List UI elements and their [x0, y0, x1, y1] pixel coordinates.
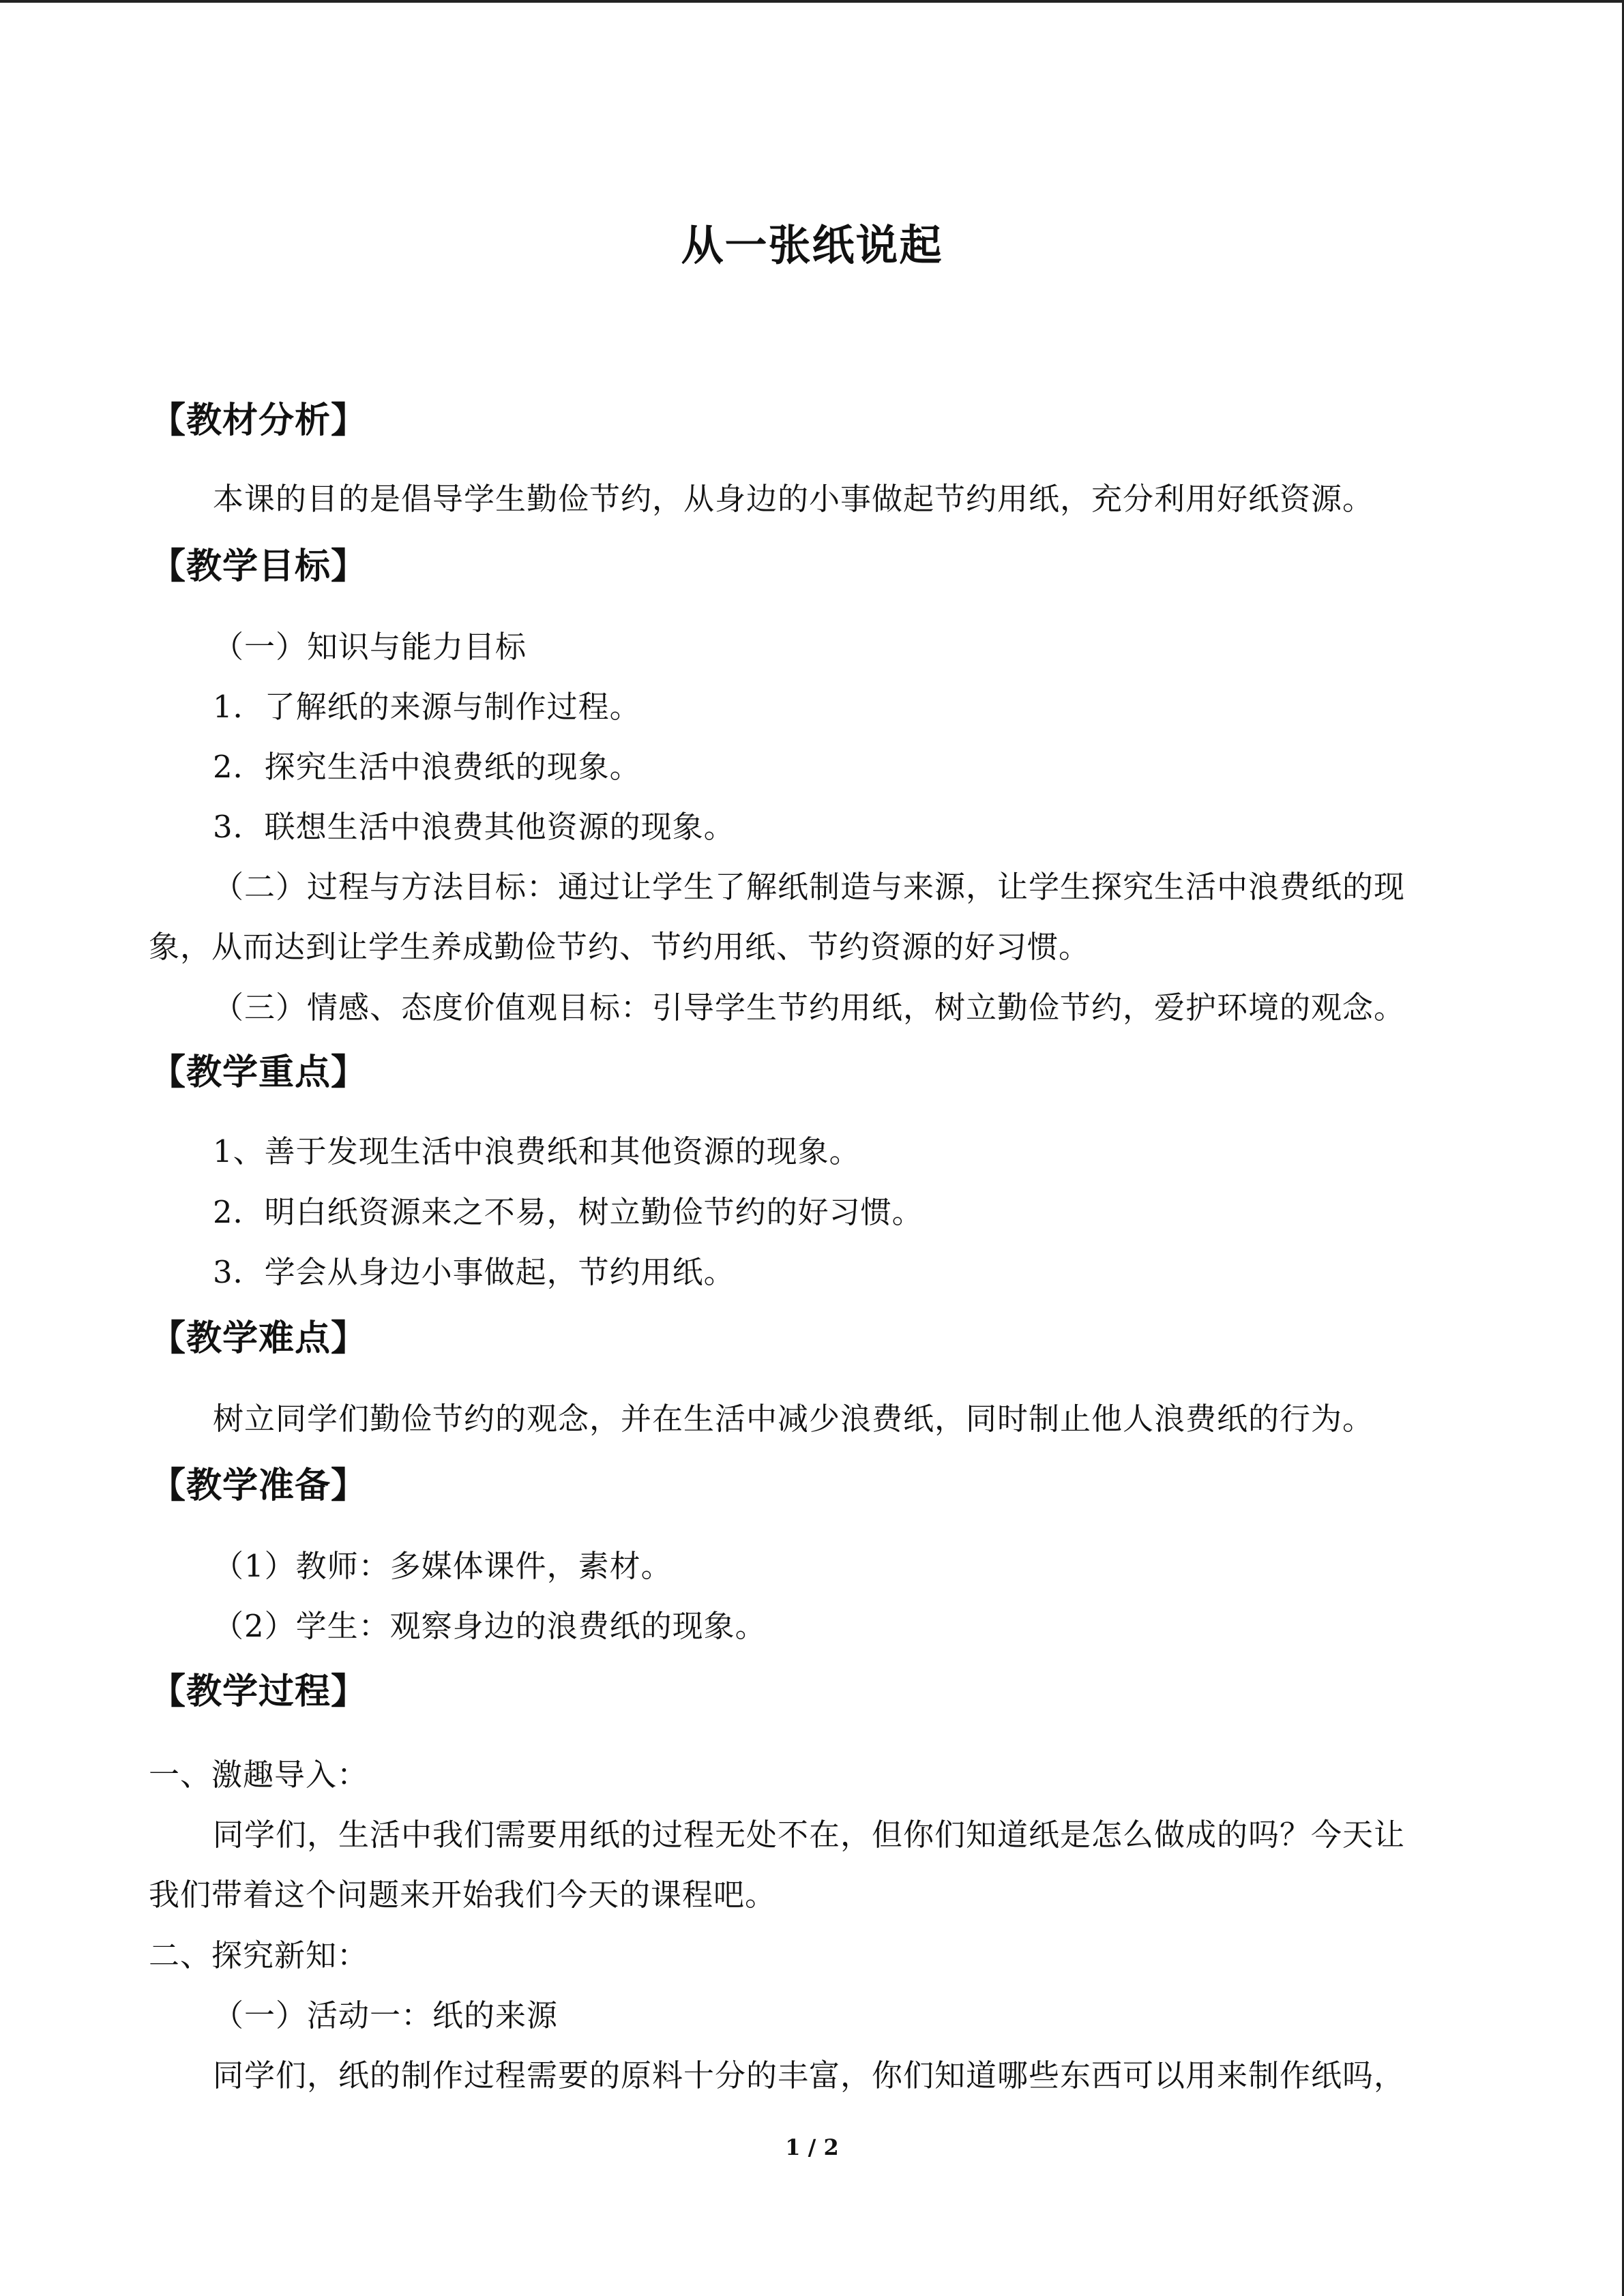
- heading-goals: 【教学目标】: [150, 546, 368, 587]
- heading-process: 【教学过程】: [150, 1671, 368, 1712]
- goals-line-3: 2．探究生活中浪费纸的现象。: [213, 749, 641, 785]
- keypoints-line-1: 1、善于发现生活中浪费纸和其他资源的现象。: [213, 1133, 861, 1169]
- goals-line-1: （一）知识与能力目标: [213, 629, 527, 665]
- goals-line-5: （二）过程与方法目标：通过让学生了解纸制造与来源，让学生探究生活中浪费纸的现: [213, 869, 1406, 905]
- page-title: 从一张纸说起: [681, 220, 943, 270]
- preparation-line-1: （1）教师：多媒体课件，素材。: [213, 1548, 673, 1584]
- goals-line-4: 3．联想生活中浪费其他资源的现象。: [213, 809, 735, 845]
- page-border-top: [0, 0, 1624, 3]
- process-line-3: 我们带着这个问题来开始我们今天的课程吧。: [149, 1877, 777, 1913]
- difficulties-paragraph: 树立同学们勤俭节约的观念，并在生活中减少浪费纸，同时制止他人浪费纸的行为。: [213, 1401, 1374, 1437]
- preparation-line-2: （2）学生：观察身边的浪费纸的现象。: [213, 1608, 767, 1644]
- process-line-1: 一、激趣导入：: [149, 1757, 369, 1793]
- process-line-6: 同学们，纸的制作过程需要的原料十分的丰富，你们知道哪些东西可以用来制作纸吗，: [213, 2057, 1406, 2093]
- heading-preparation: 【教学准备】: [150, 1465, 368, 1506]
- heading-analysis: 【教材分析】: [150, 400, 368, 441]
- goals-line-2: 1．了解纸的来源与制作过程。: [213, 689, 641, 725]
- heading-difficulties: 【教学难点】: [150, 1317, 368, 1359]
- process-line-4: 二、探究新知：: [149, 1937, 369, 1973]
- goals-line-7: （三）情感、态度价值观目标：引导学生节约用纸，树立勤俭节约，爱护环境的观念。: [213, 989, 1406, 1026]
- goals-line-6: 象，从而达到让学生养成勤俭节约、节约用纸、节约资源的好习惯。: [149, 929, 1091, 965]
- page-number: 1 / 2: [785, 2134, 839, 2160]
- process-line-5: （一）活动一：纸的来源: [213, 1997, 559, 2033]
- process-line-2: 同学们，生活中我们需要用纸的过程无处不在，但你们知道纸是怎么做成的吗？今天让: [213, 1817, 1406, 1853]
- heading-keypoints: 【教学重点】: [150, 1052, 368, 1093]
- keypoints-line-2: 2．明白纸资源来之不易，树立勤俭节约的好习惯。: [213, 1194, 924, 1230]
- keypoints-line-3: 3．学会从身边小事做起，节约用纸。: [213, 1254, 735, 1290]
- analysis-paragraph: 本课的目的是倡导学生勤俭节约，从身边的小事做起节约用纸，充分利用好纸资源。: [213, 481, 1374, 517]
